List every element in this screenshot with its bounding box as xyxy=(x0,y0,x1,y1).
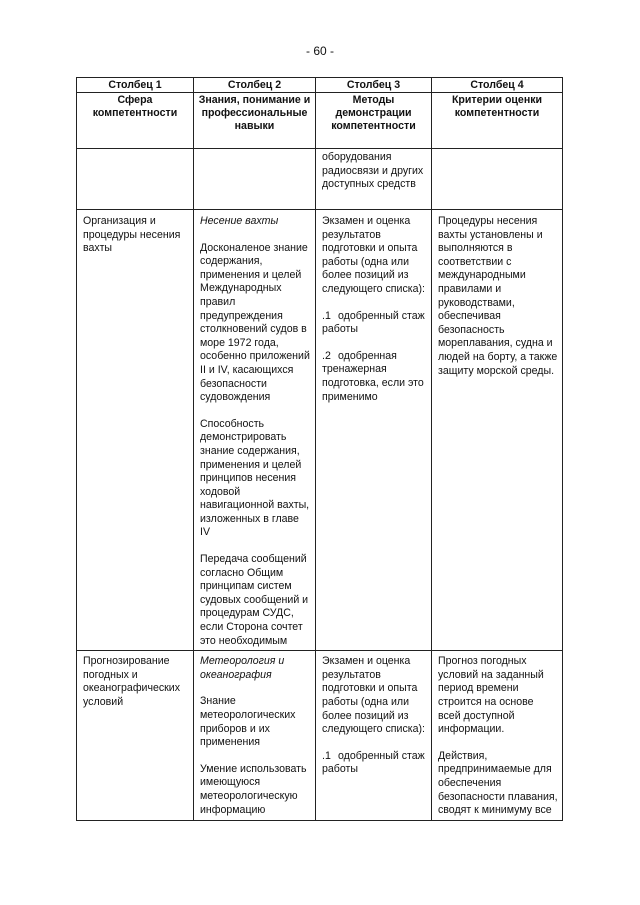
page-number: - 60 - xyxy=(305,44,334,58)
continuation-col2 xyxy=(194,149,316,210)
column-title-1: Сфера компетентности xyxy=(77,93,194,149)
watch-methods-item-1 xyxy=(322,310,427,337)
watch-competence-cell: Организация и процедуры несения вахты xyxy=(77,210,194,651)
weather-methods-item-1-number: .1 xyxy=(322,749,331,762)
column-number-2: Столбец 2 xyxy=(194,78,316,93)
weather-criteria-para-1: Прогноз погодных условий на заданный период времени строится на основе всей доступной информации. xyxy=(438,655,544,736)
watch-knowledge-para-3: Передача сообщений согласно Общим принципам систем судовых сообщений и процедурам СУДС, если Сторона сочтет это необходимым xyxy=(200,553,309,647)
weather-methods-cell xyxy=(316,651,432,821)
column-number-3: Столбец 3 xyxy=(316,78,432,93)
table-row-watchkeeping xyxy=(77,210,563,651)
watch-methods-cell xyxy=(316,210,432,651)
watch-methods-item-1-text: одобренный стаж работы xyxy=(322,309,425,336)
column-title-3: Методы демонстрации компетентности xyxy=(316,93,432,149)
weather-methods-item-1 xyxy=(322,750,427,777)
column-title-row xyxy=(77,93,563,149)
weather-competence-cell: Прогнозирование погодных и океанографических условий xyxy=(77,651,194,821)
column-title-2: Знания, понимание и профессиональные навыки xyxy=(194,93,316,149)
watch-knowledge-cell xyxy=(194,210,316,651)
continuation-col3: оборудования радиосвязи и других доступных средств xyxy=(316,149,432,210)
competence-table xyxy=(76,77,563,821)
watch-knowledge-para-2: Способность демонстрировать знание содержания, применения и целей принципов несения ходовой навигационной вахты, изложенных в главе IV xyxy=(200,417,310,539)
watch-criteria-cell: Процедуры несения вахты установлены и выполняются в соответствии с международными правилами и руководствами, обеспечивая безопасность мореплавания, судна и людей на борту, а также защиту морской среды. xyxy=(432,210,563,651)
column-number-4: Столбец 4 xyxy=(432,78,563,93)
watch-methods-item-2 xyxy=(322,350,427,404)
watch-knowledge-para-1: Досконаленое знание содержания, применения и целей Международных правил предупреждения столкновений судов в море 1972 года, особенно приложений II и IV, касающихся безопасности судовождения xyxy=(200,241,310,404)
weather-knowledge-title: Метеорология и океанография xyxy=(200,655,285,681)
watch-methods-item-2-text: одобренная тренажерная подготовка, если это применимо xyxy=(322,349,424,403)
weather-knowledge-cell xyxy=(194,651,316,821)
column-number-row xyxy=(77,78,563,93)
continuation-col4 xyxy=(432,149,563,210)
watch-knowledge-title: Несение вахты xyxy=(200,215,279,227)
watch-methods-item-1-number: .1 xyxy=(322,309,331,322)
weather-criteria-para-2: Действия, предпринимаемые для обеспечения безопасности плавания, сводят к минимуму все xyxy=(438,749,558,817)
weather-methods-item-1-text: одобренный стаж работы xyxy=(322,749,425,776)
watch-methods-intro: Экзамен и оценка результатов подготовки и опыта работы (одна или более позиций из следующего списка): xyxy=(322,215,425,295)
continuation-col1 xyxy=(77,149,194,210)
column-title-4: Критерии оценки компетентности xyxy=(432,93,563,149)
weather-knowledge-para-2: Умение использовать имеющуюся метеорологическую информацию xyxy=(200,762,307,816)
weather-criteria-cell xyxy=(432,651,563,821)
column-number-1: Столбец 1 xyxy=(77,78,194,93)
weather-methods-intro: Экзамен и оценка результатов подготовки и опыта работы (одна или более позиций из следующего списка): xyxy=(322,655,425,736)
weather-knowledge-para-1: Знание метеорологических приборов и их применения xyxy=(200,695,296,749)
table-row-continuation xyxy=(77,149,563,210)
watch-methods-item-2-number: .2 xyxy=(322,349,331,362)
table-row-weather xyxy=(77,651,563,821)
